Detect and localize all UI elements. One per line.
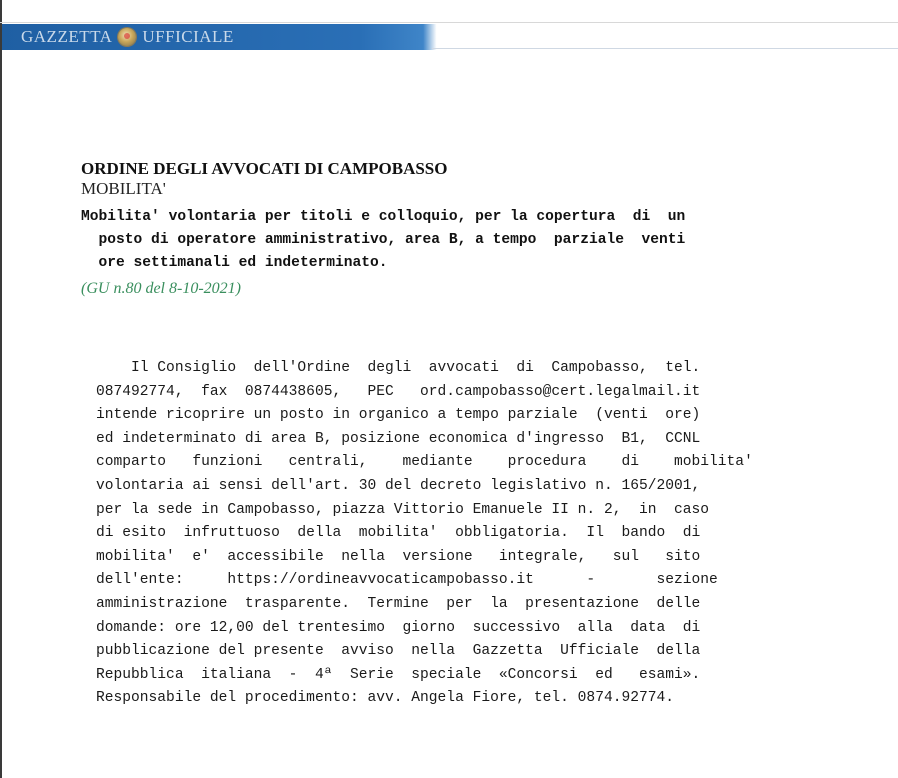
body-line: Responsabile del procedimento: avv. Angela Fiore, tel. 0874.92774. (96, 690, 675, 707)
body-line: mobilita' e' accessibile nella versione integrale, sul sito (96, 548, 701, 565)
body-line: intende ricoprire un posto in organico a tempo parziale (venti ore) (96, 407, 701, 424)
body-line: per la sede in Campobasso, piazza Vittorio Emanuele II n. 2, in caso (96, 501, 710, 518)
italian-republic-emblem-icon (118, 28, 136, 46)
page-left-border (0, 0, 2, 778)
subject-line: Mobilita' volontaria per titoli e colloquio, per la copertura di un (81, 209, 686, 225)
body-line: comparto funzioni centrali, mediante procedura di mobilita' (96, 454, 753, 471)
body-line: ed indeterminato di area B, posizione economica d'ingresso B1, CCNL (96, 430, 701, 447)
section-heading: MOBILITA' (81, 179, 166, 198)
masthead-left-word: GAZZETTA (21, 27, 113, 46)
body-line: amministrazione trasparente. Termine per la presentazione delle (96, 595, 701, 612)
masthead-title[interactable] (21, 27, 234, 47)
body-line: 087492774, fax 0874438605, PEC ord.campobasso@cert.legalmail.it (96, 383, 701, 400)
notice-subject (81, 206, 685, 275)
gazette-reference: (GU n.80 del 8-10-2021) (81, 280, 241, 297)
body-line: Il Consiglio dell'Ordine degli avvocati di Campobasso, tel. (96, 360, 701, 376)
subject-line: posto di operatore amministrativo, area B, a tempo parziale venti (81, 232, 686, 248)
body-line: domande: ore 12,00 del trentesimo giorno successivo alla data di (96, 619, 701, 636)
masthead-banner (2, 24, 898, 50)
issuer-heading: ORDINE DEGLI AVVOCATI DI CAMPOBASSO (81, 159, 448, 178)
body-line: di esito infruttuoso della mobilita' obbligatoria. Il bando di (96, 525, 701, 542)
body-line: pubblicazione del presente avviso nella Gazzetta Ufficiale della (96, 643, 701, 660)
body-line: volontaria ai sensi dell'art. 30 del decreto legislativo n. 165/2001, (96, 477, 701, 494)
masthead-right-word: UFFICIALE (142, 27, 234, 46)
body-line: dell'ente: https://ordineavvocaticampobasso.it - sezione (96, 572, 718, 589)
notice-body (96, 357, 753, 711)
subject-line: ore settimanali ed indeterminato. (81, 255, 388, 271)
top-divider (0, 22, 898, 23)
masthead-rule (432, 48, 898, 49)
body-line: Repubblica italiana - 4ª Serie speciale «Concorsi ed esami». (96, 666, 701, 683)
